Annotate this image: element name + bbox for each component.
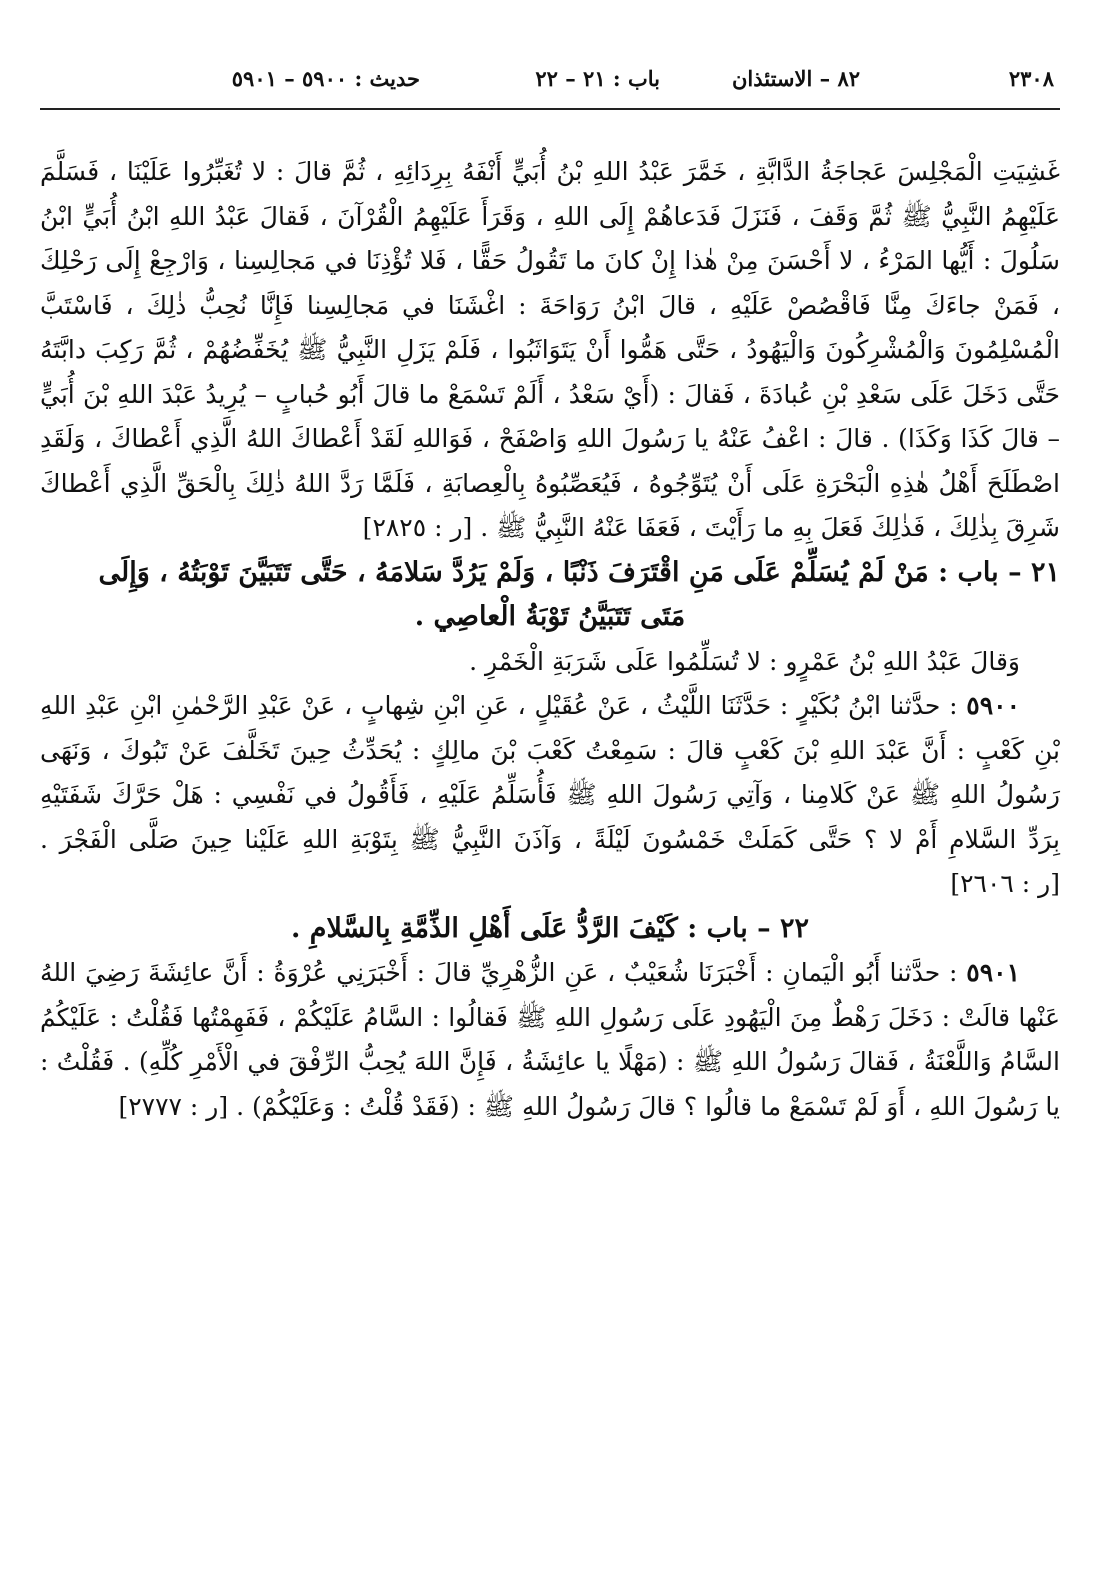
hadith-separator: : bbox=[940, 691, 958, 720]
chapter-21-title-continued: مَتَى تَتَبَيَّنُ تَوْبَةُ الْعاصِي . bbox=[414, 601, 686, 632]
page-number: ٢٣٠٨ bbox=[1008, 66, 1054, 91]
book-page bbox=[40, 0, 1060, 1583]
running-header bbox=[40, 62, 1060, 96]
hadith-number: ٥٩٠١ bbox=[966, 958, 1021, 987]
cross-reference: [ر : ٢٧٧٧] bbox=[118, 1091, 229, 1121]
chapter-range: باب : ٢١ – ٢٢ bbox=[535, 66, 660, 91]
hadith-number: ٥٩٠٠ bbox=[966, 691, 1021, 720]
cross-reference: [ر : ٢٦٠٦] bbox=[950, 869, 1060, 898]
hadith-range: حديث : ٥٩٠٠ – ٥٩٠١ bbox=[231, 66, 420, 91]
book-title: ٨٢ – الاستئذان bbox=[731, 66, 860, 91]
hadith-5900 bbox=[40, 684, 1060, 907]
cross-reference: [ر : ٢٨٢٥] bbox=[362, 513, 473, 542]
hadith-5901 bbox=[40, 951, 1060, 1129]
hadith-text: حدَّثنا ابْنُ بُكَيْرٍ : حَدَّثَنَا اللَّيْثُ ، عَنْ عُقَيْلٍ ، عَنِ ابْنِ شِهابٍ ، عَنْ عَبْدِ الرَّحْمٰنِ ابْنِ عَبْدِ اللهِ بْنِ كَعْبٍ : أَنَّ عَبْدَ اللهِ بْنَ كَعْبٍ قالَ : سَمِعْتُ كَعْبَ بْنَ مالِكٍ : يُحَدِّثُ حِينَ تَخَلَّفَ عَنْ تَبُوكَ ، وَنَهَى رَسُولُ اللهِ ﷺ عَنْ كَلامِنا ، وَآتِي رَسُولَ اللهِ ﷺ فَأُسَلِّمُ عَلَيْهِ ، فَأَقُولُ في نَفْسِي : هَلْ حَرَّكَ شَفَتَيْهِ بِرَدِّ السَّلامِ أَمْ لا ؟ حَتَّى كَمَلَتْ خَمْسُونَ لَيْلَةً ، وَآذَنَ النَّبِيُّ ﷺ بِتَوْبَةِ اللهِ عَلَيْنا حِينَ صَلَّى الْفَجْرَ . bbox=[40, 691, 1060, 854]
hadith-separator: : bbox=[940, 958, 958, 987]
page-body bbox=[40, 150, 1060, 1129]
header-divider bbox=[40, 108, 1060, 110]
chapter-21-title: ٢١ – باب : مَنْ لَمْ يُسَلِّمْ عَلَى مَنِ اقْتَرَفَ ذَنْبًا ، وَلَمْ يَرُدَّ سَلامَهُ ، حَتَّى تَتَبَيَّنَ تَوْبَتُهُ ، وَإِلَى bbox=[98, 556, 1060, 588]
hadith-text: حدَّثنا أَبُو الْيَمانِ : أَخْبَرَنَا شُعَيْبٌ ، عَنِ الزُّهْرِيِّ قالَ : أَخْبَرَنِي عُرْوَةُ : أَنَّ عائِشَةَ رَضِيَ اللهُ عَنْها قالَتْ : دَخَلَ رَهْطٌ مِنَ الْيَهُودِ عَلَى رَسُولِ اللهِ ﷺ فَقالُوا : السَّامُ عَلَيْكُمْ ، فَفَهِمْتُها فَقُلْتُ : عَلَيْكُمُ السَّامُ وَاللَّعْنَةُ ، فَقالَ رَسُولُ اللهِ ﷺ : (مَهْلًا يا عائِشَةُ ، فَإِنَّ اللهَ يُحِبُّ الرِّفْقَ في الْأَمْرِ كُلِّهِ) . فَقُلْتُ : يا رَسُولَ اللهِ ، أَوَ لَمْ تَسْمَعْ ما قالُوا ؟ قالَ رَسُولُ اللهِ ﷺ : (فَقَدْ قُلْتُ : وَعَلَيْكُمْ) . bbox=[40, 958, 1060, 1121]
continuation-text: غَشِيَتِ الْمَجْلِسَ عَجاجَةُ الدَّابَّةِ ، خَمَّرَ عَبْدُ اللهِ بْنُ أُبَيٍّ أَنْفَهُ بِرِدَائِهِ ، ثُمَّ قالَ : لا تُغَبِّرُوا عَلَيْنَا ، فَسَلَّمَ عَلَيْهِمُ النَّبِيُّ ﷺ ثُمَّ وَقَفَ ، فَنَزَلَ فَدَعاهُمْ إِلَى اللهِ ، وَقَرَأَ عَلَيْهِمُ الْقُرْآنَ ، فَقالَ عَبْدُ اللهِ ابْنُ أُبَيٍّ ابْنُ سَلُولَ : أَيُّها المَرْءُ ، لا أَحْسَنَ مِنْ هٰذا إِنْ كانَ ما تَقُولُ حَقًّا ، فَلا تُؤْذِنَا في مَجالِسِنا ، وَارْجِعْ إِلَى رَحْلِكَ ، فَمَنْ جاءَكَ مِنَّا فَاقْصُصْ عَلَيْهِ ، قالَ ابْنُ رَوَاحَةَ : اغْشَنَا في مَجالِسِنا فَإِنَّا نُحِبُّ ذٰلِكَ ، فَاسْتَبَّ الْمُسْلِمُونَ وَالْمُشْرِكُونَ وَالْيَهُودُ ، حَتَّى هَمُّوا أَنْ يَتَوَاثَبُوا ، فَلَمْ يَزَلِ النَّبِيُّ ﷺ يُخَفِّضُهُمْ ، ثُمَّ رَكِبَ دابَّتَهُ حَتَّى دَخَلَ عَلَى سَعْدِ بْنِ عُبادَةَ ، فَقالَ : (أَيْ سَعْدُ ، أَلَمْ تَسْمَعْ ما قالَ أَبُو حُبابٍ – يُرِيدُ عَبْدَ اللهِ بْنَ أُبَيٍّ – قالَ كَذَا وَكَذَا) . قالَ : اعْفُ عَنْهُ يا رَسُولَ اللهِ وَاصْفَحْ ، فَوَاللهِ لَقَدْ أَعْطاكَ اللهُ الَّذِي أَعْطاكَ ، وَلَقَدِ اصْطَلَحَ أَهْلُ هٰذِهِ الْبَحْرَةِ عَلَى أَنْ يُتَوِّجُوهُ ، فَيُعَصِّبُوهُ بِالْعِصابَةِ ، فَلَمَّا رَدَّ اللهُ ذٰلِكَ بِالْحَقِّ الَّذِي أَعْطاكَ شَرِقَ بِذٰلِكَ ، فَذٰلِكَ فَعَلَ بِهِ ما رَأَيْتَ ، فَعَفَا عَنْهُ النَّبِيُّ ﷺ . bbox=[40, 157, 1060, 542]
continuation-paragraph bbox=[40, 150, 1060, 551]
chapter-heading-21 bbox=[40, 551, 1060, 640]
chapter-22-title: ٢٢ – باب : كَيْفَ الرَّدُّ عَلَى أَهْلِ الذِّمَّةِ بِالسَّلامِ . bbox=[290, 912, 810, 944]
chapter-heading-22 bbox=[40, 907, 1060, 952]
athar-paragraph: وَقالَ عَبْدُ اللهِ بْنُ عَمْرٍو : لا تُسَلِّمُوا عَلَى شَرَبَةِ الْخَمْرِ . bbox=[469, 646, 1020, 676]
